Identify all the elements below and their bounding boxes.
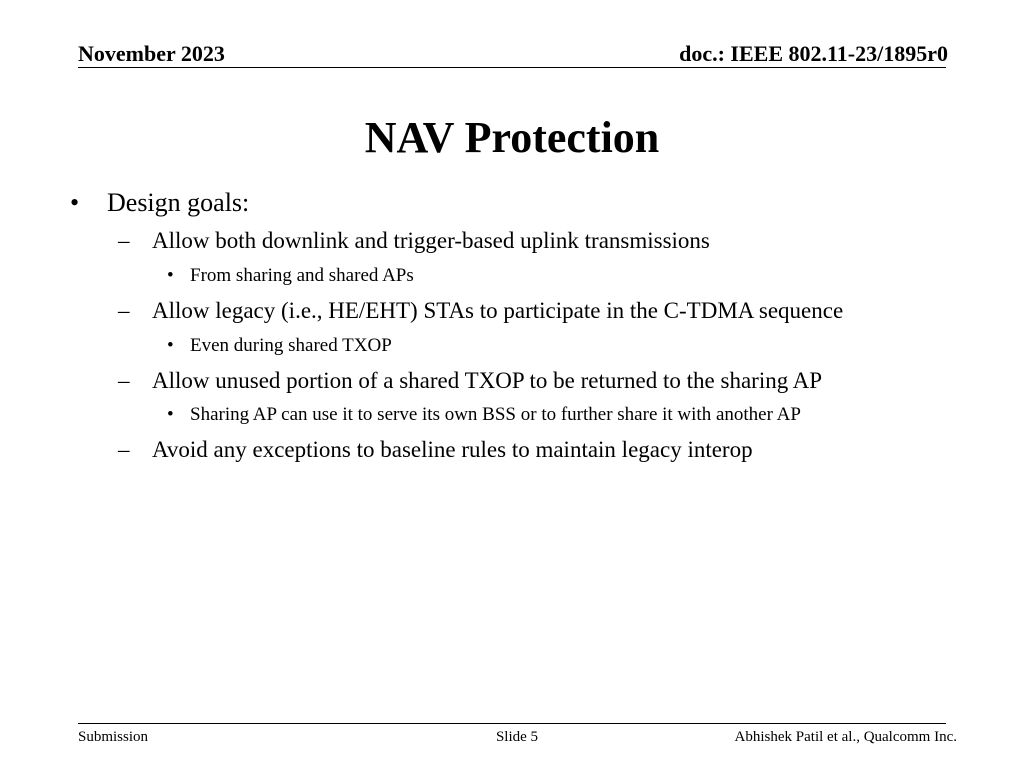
footer-author: Abhishek Patil et al., Qualcomm Inc.	[734, 729, 957, 745]
sub-bullet-legacy-stas: Allow legacy (i.e., HE/EHT) STAs to participate in the C-TDMA sequence	[152, 298, 844, 323]
dash-marker: –	[118, 228, 130, 253]
sub-sub-bullet-sharing-ap: Sharing AP can use it to serve its own BSS or to further share it with another AP	[190, 404, 801, 425]
bullet-marker: •	[167, 404, 174, 425]
sub-sub-bullet-sharing-shared: From sharing and shared APs	[190, 265, 414, 286]
sub-sub-bullet-shared-txop: Even during shared TXOP	[190, 335, 392, 356]
header-divider	[78, 67, 946, 68]
header-doc-id: doc.: IEEE 802.11-23/1895r0	[679, 41, 948, 66]
bullet-marker: •	[167, 265, 174, 286]
slide-title: NAV Protection	[364, 113, 660, 162]
dash-marker: –	[118, 298, 130, 323]
header-date: November 2023	[78, 41, 225, 66]
bullet-marker: •	[167, 335, 174, 356]
dash-marker: –	[118, 437, 130, 462]
bullet-design-goals: Design goals:	[107, 188, 250, 217]
sub-bullet-unused-txop: Allow unused portion of a shared TXOP to be returned to the sharing AP	[152, 368, 823, 393]
sub-bullet-downlink-uplink: Allow both downlink and trigger-based uplink transmissions	[152, 228, 710, 253]
bullet-marker: •	[70, 188, 80, 217]
footer-divider	[78, 723, 946, 724]
footer-slide-number: Slide 5	[495, 729, 539, 745]
sub-bullet-avoid-exceptions: Avoid any exceptions to baseline rules to maintain legacy interop	[152, 437, 753, 462]
footer-submission: Submission	[78, 729, 149, 745]
dash-marker: –	[118, 368, 130, 393]
